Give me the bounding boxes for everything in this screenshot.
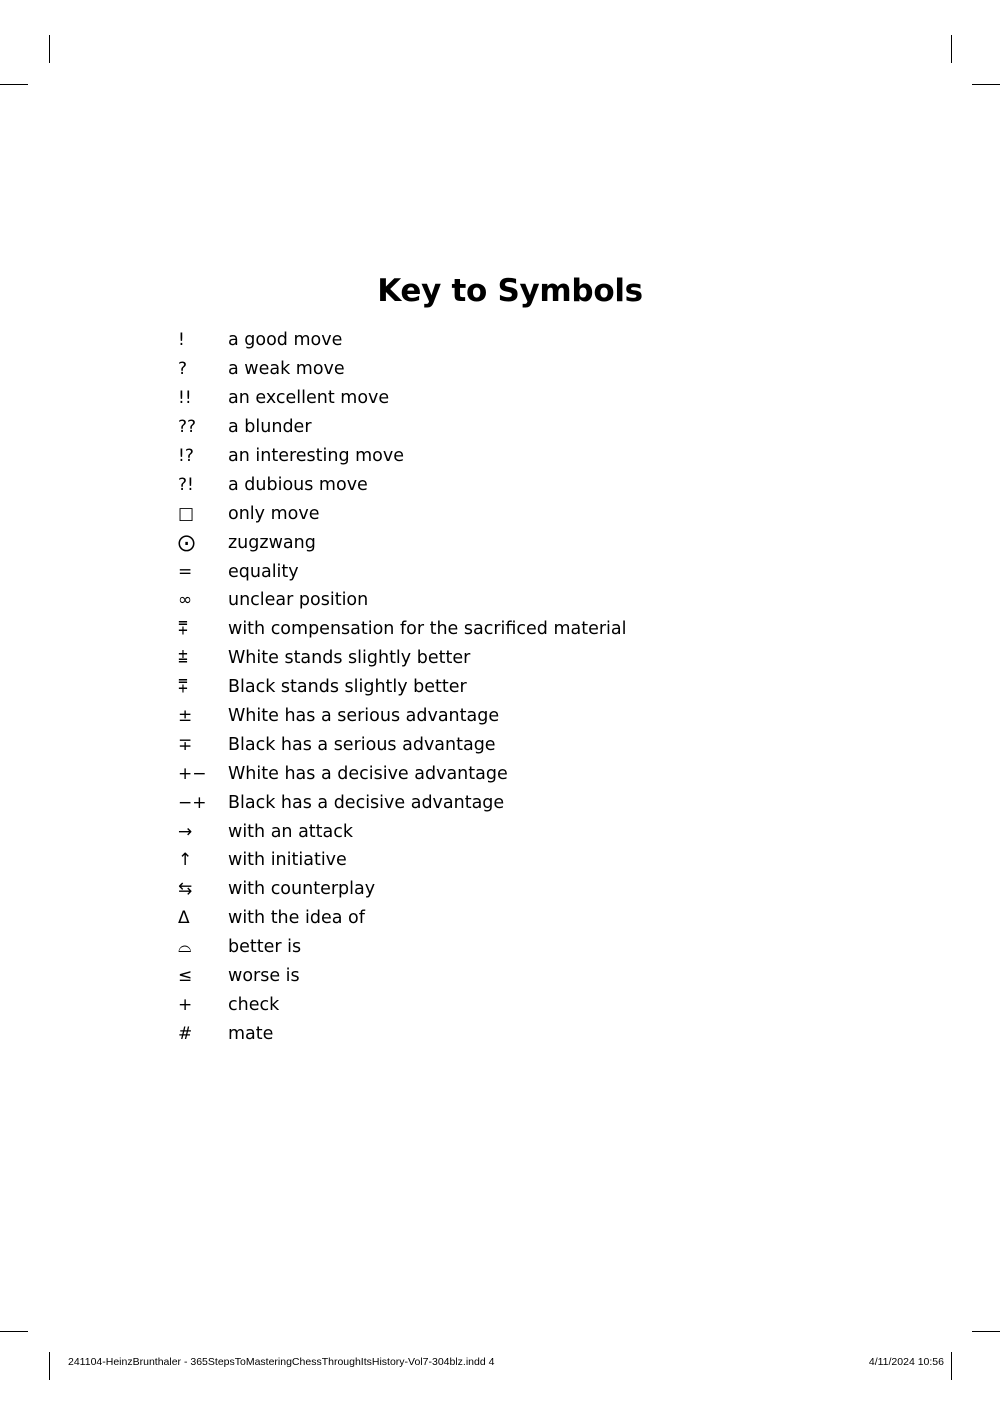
- symbol-meaning: mate: [228, 1023, 274, 1044]
- symbol-meaning: worse is: [228, 966, 300, 987]
- symbol-row: [178, 904, 627, 933]
- crop-mark-bottom-right-vertical: [951, 1352, 952, 1380]
- symbol-row: [178, 702, 627, 731]
- symbol-glyph: +: [178, 994, 193, 1015]
- symbol-meaning: an excellent move: [228, 388, 390, 409]
- symbol-meaning: with initiative: [228, 850, 347, 871]
- symbol-meaning: with the idea of: [228, 908, 365, 929]
- symbol-meaning: zugzwang: [228, 532, 316, 553]
- symbol-meaning: only move: [228, 503, 320, 524]
- symbol-glyph: Δ: [178, 908, 190, 929]
- symbol-meaning: with an attack: [228, 821, 353, 842]
- symbol-glyph: ⇆: [178, 879, 193, 900]
- symbol-glyph: ??: [178, 417, 197, 438]
- symbol-glyph: ?!: [178, 474, 194, 495]
- symbol-glyph: ≤: [178, 966, 193, 987]
- symbol-glyph: ⌓: [178, 937, 192, 958]
- symbol-meaning: better is: [228, 937, 302, 958]
- symbol-meaning: unclear position: [228, 590, 369, 611]
- symbol-row: [178, 615, 627, 644]
- symbol-meaning: Black stands slightly better: [228, 677, 467, 698]
- symbol-glyph: ↑: [178, 850, 193, 871]
- crop-mark-top-left-vertical: [49, 35, 50, 63]
- symbol-meaning: a good move: [228, 330, 343, 351]
- symbol-glyph: ∓: [178, 734, 193, 755]
- footer-file-info: 241104-HeinzBrunthaler - 365StepsToMasteringChessThroughItsHistory-Vol7-304blz.indd 4: [68, 1356, 495, 1368]
- symbol-row: [178, 730, 627, 759]
- crop-mark-top-left-horizontal: [0, 84, 28, 85]
- symbol-glyph: ∞: [178, 590, 193, 611]
- symbol-row: [178, 817, 627, 846]
- symbol-row: [178, 759, 627, 788]
- symbol-meaning: a dubious move: [228, 474, 368, 495]
- symbol-meaning: Black has a serious advantage: [228, 734, 496, 755]
- symbol-row: [178, 1019, 627, 1048]
- symbol-row: [178, 384, 627, 413]
- symbol-meaning: a weak move: [228, 359, 345, 380]
- symbol-meaning: White has a decisive advantage: [228, 763, 508, 784]
- symbol-glyph: +−: [178, 763, 207, 784]
- symbol-row: [178, 933, 627, 962]
- symbol-row: [178, 326, 627, 355]
- symbol-meaning: equality: [228, 561, 299, 582]
- symbol-meaning: White stands slightly better: [228, 648, 471, 669]
- symbol-glyph: ±: [178, 706, 193, 727]
- crop-mark-bottom-left-horizontal: [0, 1331, 28, 1332]
- symbol-meaning: check: [228, 994, 280, 1015]
- crop-mark-top-right-vertical: [951, 35, 952, 63]
- symbol-glyph: ⨀: [178, 532, 195, 553]
- symbol-row: [178, 528, 627, 557]
- symbol-glyph: =: [178, 561, 193, 582]
- symbol-meaning: with counterplay: [228, 879, 376, 900]
- symbol-meaning: with compensation for the sacrificed material: [228, 619, 627, 640]
- symbol-row: [178, 586, 627, 615]
- symbol-glyph: −+: [178, 792, 207, 813]
- symbol-glyph: !!: [178, 388, 192, 409]
- footer-date-time: 4/11/2024 10:56: [868, 1356, 944, 1368]
- symbol-meaning: an interesting move: [228, 446, 405, 466]
- crop-mark-bottom-right-horizontal: [972, 1331, 1000, 1332]
- symbol-glyph: ⩱: [178, 677, 188, 698]
- symbol-row: [178, 557, 627, 586]
- symbol-row: [178, 470, 627, 499]
- crop-mark-top-right-horizontal: [972, 84, 1000, 85]
- symbol-glyph: #: [178, 1023, 193, 1044]
- symbol-glyph: ⩱: [178, 619, 188, 640]
- symbol-row: [178, 875, 627, 904]
- symbol-row: [178, 499, 627, 528]
- symbol-meaning: Black has a decisive advantage: [228, 792, 505, 813]
- symbol-row: [178, 990, 627, 1019]
- symbol-glyph: →: [178, 821, 193, 842]
- symbol-row: [178, 673, 627, 702]
- crop-mark-bottom-left-vertical: [49, 1352, 50, 1380]
- symbol-row: [178, 355, 627, 384]
- symbol-row: [178, 846, 627, 875]
- symbol-glyph: !: [178, 330, 185, 351]
- symbol-row: [178, 962, 627, 991]
- symbol-row: [178, 788, 627, 817]
- symbol-glyph: ?: [178, 359, 188, 380]
- symbol-row: [178, 644, 627, 673]
- symbol-glyph: □: [178, 503, 195, 524]
- symbol-meaning: a blunder: [228, 417, 312, 438]
- symbol-glyph: !?: [178, 446, 194, 466]
- symbol-row: [178, 413, 627, 442]
- symbol-list: [178, 326, 627, 1048]
- symbol-glyph: ⩲: [178, 648, 188, 669]
- page-title: Key to Symbols: [377, 272, 643, 309]
- symbol-meaning: White has a serious advantage: [228, 706, 500, 727]
- symbol-row: [178, 442, 627, 471]
